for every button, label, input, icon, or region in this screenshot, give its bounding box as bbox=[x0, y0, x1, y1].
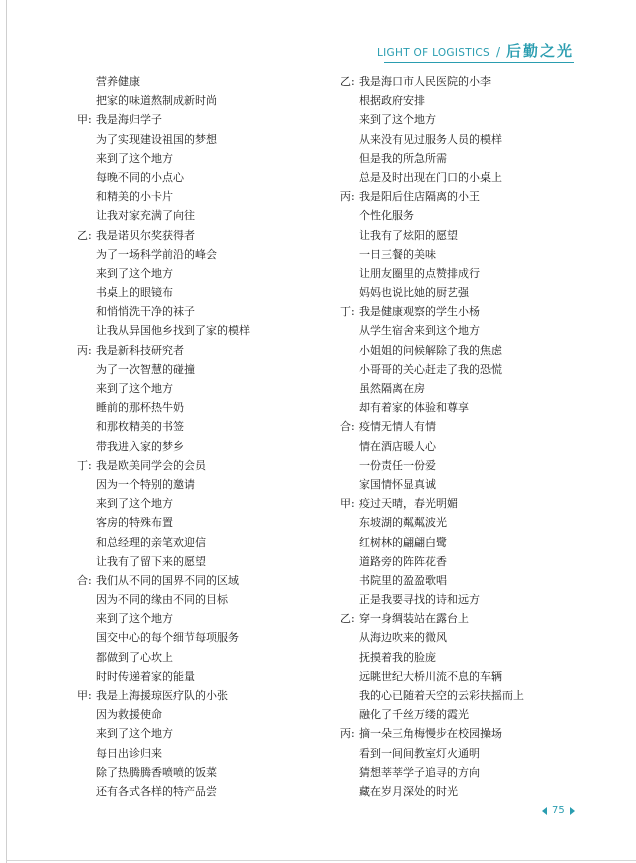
poem-column-left bbox=[77, 72, 327, 801]
page-footer bbox=[542, 805, 575, 816]
poem-line-text: 融化了千丝万缕的霞光 bbox=[359, 708, 469, 722]
poem-line bbox=[340, 321, 590, 340]
poem-line-text: 东坡湖的粼粼波光 bbox=[359, 516, 447, 530]
poem-line bbox=[340, 513, 590, 532]
poem-line-text: 我是健康观察的学生小杨 bbox=[359, 305, 480, 319]
poem-line-text: 疫过天晴，春光明媚 bbox=[359, 497, 458, 511]
speaker-label: 甲: bbox=[340, 497, 355, 511]
speaker-label: 甲: bbox=[77, 113, 92, 127]
poem-line-text: 每日出诊归来 bbox=[96, 746, 162, 760]
poem-line-text: 虽然隔离在房 bbox=[359, 382, 425, 395]
poem-line-text: 猜想莘莘学子追寻的方向 bbox=[359, 765, 480, 779]
poem-line bbox=[77, 149, 327, 168]
poem-line bbox=[340, 724, 590, 743]
poem-line bbox=[340, 379, 590, 398]
poem-line-text: 从海边吹来的微风 bbox=[359, 631, 447, 645]
poem-line bbox=[77, 667, 327, 686]
page-bottom-edge bbox=[6, 860, 636, 861]
poem-line bbox=[77, 513, 327, 532]
poem-line bbox=[340, 782, 590, 801]
poem-line bbox=[77, 379, 327, 398]
poem-line bbox=[340, 763, 590, 782]
poem-line-text: 时时传递着家的能量 bbox=[96, 669, 195, 683]
poem-line-text: 根据政府安排 bbox=[359, 94, 425, 108]
poem-line bbox=[77, 475, 327, 494]
poem-line-text: 我的心已随着天空的云彩扶摇而上 bbox=[359, 689, 524, 702]
poem-line bbox=[340, 552, 590, 571]
running-header bbox=[377, 40, 574, 61]
poem-line-text: 我是诺贝尔奖获得者 bbox=[96, 228, 195, 242]
poem-line bbox=[77, 648, 327, 667]
poem-line-text: 因为救援使命 bbox=[96, 708, 162, 722]
poem-line-text: 为了一次智慧的碰撞 bbox=[96, 362, 195, 376]
poem-line-text: 为了实现建设祖国的梦想 bbox=[96, 132, 217, 146]
header-separator: / bbox=[495, 45, 500, 59]
poem-line bbox=[77, 686, 327, 705]
poem-line bbox=[340, 686, 590, 705]
poem-line bbox=[340, 130, 590, 149]
poem-line bbox=[340, 533, 590, 552]
poem-line-text: 抚摸着我的脸庞 bbox=[359, 650, 436, 664]
poem-line-text: 家国情怀显真诚 bbox=[359, 477, 436, 491]
poem-line bbox=[340, 590, 590, 609]
poem-line-text: 睡前的那杯热牛奶 bbox=[96, 401, 184, 415]
header-english-title: LIGHT OF LOGISTICS bbox=[377, 47, 490, 59]
poem-line-text: 和总经理的亲笔欢迎信 bbox=[96, 535, 206, 549]
poem-line-text: 一份责任一份爱 bbox=[359, 458, 436, 472]
poem-line-text: 把家的味道熬制成新时尚 bbox=[96, 94, 217, 108]
poem-line bbox=[77, 283, 327, 302]
poem-line bbox=[340, 360, 590, 379]
speaker-label: 乙: bbox=[340, 612, 355, 626]
poem-line-text: 远眺世纪大桥川流不息的车辆 bbox=[359, 669, 502, 683]
poem-line-text: 营养健康 bbox=[96, 75, 140, 88]
speaker-label: 合: bbox=[340, 420, 355, 434]
poem-line-text: 来到了这个地方 bbox=[96, 612, 173, 626]
poem-line bbox=[340, 398, 590, 417]
poem-line bbox=[77, 437, 327, 456]
poem-line bbox=[340, 91, 590, 110]
poem-line-text: 让朋友圈里的点赞排成行 bbox=[359, 266, 480, 280]
poem-line-text: 每晚不同的小点心 bbox=[96, 170, 184, 184]
poem-line bbox=[77, 130, 327, 149]
poem-line bbox=[340, 437, 590, 456]
poem-line-text: 我是阳后住店隔离的小王 bbox=[359, 190, 480, 204]
poem-line bbox=[340, 667, 590, 686]
poem-line-text: 总是及时出现在门口的小桌上 bbox=[359, 170, 502, 184]
poem-line bbox=[340, 609, 590, 628]
poem-line bbox=[77, 264, 327, 283]
poem-line bbox=[340, 206, 590, 225]
poem-line-text: 和那枚精美的书签 bbox=[96, 420, 184, 434]
poem-line-text: 因为不同的缘由不同的目标 bbox=[96, 593, 228, 607]
poem-line-text: 来到了这个地方 bbox=[96, 497, 173, 511]
poem-line bbox=[77, 168, 327, 187]
speaker-label: 乙: bbox=[340, 75, 355, 88]
poem-line-text: 从来没有见过服务人员的模样 bbox=[359, 132, 502, 146]
poem-line bbox=[340, 628, 590, 647]
poem-line bbox=[340, 264, 590, 283]
poem-line bbox=[77, 571, 327, 590]
poem-line-text: 从学生宿舍来到这个地方 bbox=[359, 324, 480, 338]
poem-line-text: 我是欧美同学会的会员 bbox=[96, 458, 206, 472]
poem-line-text: 妈妈也说比她的厨艺强 bbox=[359, 286, 469, 300]
poem-line bbox=[340, 648, 590, 667]
poem-line bbox=[77, 341, 327, 360]
poem-line bbox=[77, 206, 327, 225]
poem-line bbox=[77, 744, 327, 763]
poem-line bbox=[340, 475, 590, 494]
poem-line-text: 来到了这个地方 bbox=[359, 113, 436, 127]
prev-page-arrow-icon[interactable] bbox=[542, 807, 547, 815]
poem-line bbox=[77, 302, 327, 321]
header-chinese-title: 后勤之光 bbox=[505, 42, 574, 60]
poem-line-text: 国交中心的每个细节每项服务 bbox=[96, 631, 239, 645]
poem-line bbox=[77, 226, 327, 245]
poem-line bbox=[77, 609, 327, 628]
poem-line-text: 来到了这个地方 bbox=[96, 151, 173, 165]
poem-line-text: 我们从不同的国界不同的区域 bbox=[96, 573, 239, 587]
poem-line-text: 和悄悄洗干净的袜子 bbox=[96, 305, 195, 319]
speaker-label: 丁: bbox=[340, 305, 355, 319]
poem-column-right bbox=[340, 72, 590, 801]
poem-line bbox=[340, 168, 590, 187]
poem-line-text: 穿一身绸装站在露台上 bbox=[359, 612, 469, 626]
poem-line-text: 还有各式各样的特产品尝 bbox=[96, 784, 217, 798]
poem-line-text: 道路旁的阵阵花香 bbox=[359, 554, 447, 568]
poem-line-text: 摘一朵三角梅慢步在校园操场 bbox=[359, 727, 502, 741]
poem-line bbox=[340, 456, 590, 475]
poem-line-text: 书桌上的眼镜布 bbox=[96, 286, 173, 300]
poem-line bbox=[77, 245, 327, 264]
poem-line-text: 都做到了心坎上 bbox=[96, 650, 173, 664]
poem-line-text: 让我有了炫阳的愿望 bbox=[359, 228, 458, 242]
poem-line bbox=[340, 341, 590, 360]
speaker-label: 乙: bbox=[77, 228, 92, 242]
poem-line bbox=[77, 187, 327, 206]
speaker-label: 丙: bbox=[77, 343, 92, 357]
poem-line bbox=[340, 571, 590, 590]
speaker-label: 丙: bbox=[340, 727, 355, 741]
poem-line-text: 来到了这个地方 bbox=[96, 727, 173, 741]
poem-line bbox=[340, 705, 590, 724]
poem-line bbox=[77, 494, 327, 513]
poem-line-text: 因为一个特别的邀请 bbox=[96, 477, 195, 491]
poem-line bbox=[77, 724, 327, 743]
poem-line bbox=[77, 590, 327, 609]
poem-line-text: 正是我要寻找的诗和远方 bbox=[359, 593, 480, 607]
poem-line-text: 疫情无情人有情 bbox=[359, 420, 436, 434]
header-rule bbox=[384, 62, 574, 63]
poem-line-text: 一日三餐的美味 bbox=[359, 247, 436, 261]
poem-line-text: 来到了这个地方 bbox=[96, 382, 173, 395]
poem-line bbox=[77, 398, 327, 417]
poem-line-text: 我是新科技研究者 bbox=[96, 343, 184, 357]
poem-line-text: 但是我的所急所需 bbox=[359, 151, 447, 165]
poem-line-text: 和精美的小卡片 bbox=[96, 190, 173, 204]
poem-line bbox=[77, 763, 327, 782]
poem-line bbox=[77, 705, 327, 724]
poem-line-text: 带我进入家的梦乡 bbox=[96, 439, 184, 453]
poem-line-text: 个性化服务 bbox=[359, 209, 414, 223]
poem-line-text: 却有着家的体验和尊享 bbox=[359, 401, 469, 415]
poem-line bbox=[340, 149, 590, 168]
poem-line bbox=[77, 91, 327, 110]
poem-line-text: 看到一间间教室灯火通明 bbox=[359, 746, 480, 760]
next-page-arrow-icon[interactable] bbox=[570, 807, 575, 815]
poem-line-text: 小哥哥的关心赶走了我的恐慌 bbox=[359, 362, 502, 376]
poem-line bbox=[77, 552, 327, 571]
poem-line bbox=[340, 187, 590, 206]
poem-line-text: 我是海归学子 bbox=[96, 113, 162, 127]
poem-line bbox=[77, 456, 327, 475]
poem-line bbox=[340, 110, 590, 129]
poem-line-text: 除了热腾腾香喷喷的饭菜 bbox=[96, 765, 217, 779]
speaker-label: 丁: bbox=[77, 458, 92, 472]
poem-line-text: 让我有了留下来的愿望 bbox=[96, 554, 206, 568]
poem-line bbox=[340, 494, 590, 513]
poem-line bbox=[77, 360, 327, 379]
poem-line bbox=[340, 72, 590, 91]
poem-line-text: 我是海口市人民医院的小李 bbox=[359, 75, 491, 88]
poem-line-text: 让我从异国他乡找到了家的模样 bbox=[96, 324, 250, 338]
poem-line-text: 客房的特殊布置 bbox=[96, 516, 173, 530]
poem-line bbox=[340, 245, 590, 264]
poem-line bbox=[340, 283, 590, 302]
page-number: 75 bbox=[552, 805, 565, 816]
poem-line bbox=[340, 302, 590, 321]
poem-line bbox=[77, 782, 327, 801]
speaker-label: 丙: bbox=[340, 190, 355, 204]
poem-line-text: 让我对家充满了向往 bbox=[96, 209, 195, 223]
poem-line bbox=[77, 533, 327, 552]
poem-line-text: 书院里的盈盈歌唱 bbox=[359, 573, 447, 587]
poem-line bbox=[340, 417, 590, 436]
poem-line bbox=[340, 226, 590, 245]
poem-line-text: 红树林的翩翩白鹭 bbox=[359, 535, 447, 549]
poem-line bbox=[340, 744, 590, 763]
speaker-label: 合: bbox=[77, 573, 92, 587]
speaker-label: 甲: bbox=[77, 689, 92, 702]
poem-line-text: 我是上海援琼医疗队的小张 bbox=[96, 689, 228, 702]
poem-line bbox=[77, 321, 327, 340]
poem-line bbox=[77, 110, 327, 129]
poem-line bbox=[77, 72, 327, 91]
poem-line-text: 小姐姐的问候解除了我的焦虑 bbox=[359, 343, 502, 357]
page-left-edge bbox=[6, 0, 7, 863]
poem-line-text: 情在酒店暖人心 bbox=[359, 439, 436, 453]
poem-line bbox=[77, 628, 327, 647]
poem-line-text: 藏在岁月深处的时光 bbox=[359, 784, 458, 798]
poem-line-text: 为了一场科学前沿的峰会 bbox=[96, 247, 217, 261]
poem-line bbox=[77, 417, 327, 436]
poem-line-text: 来到了这个地方 bbox=[96, 266, 173, 280]
